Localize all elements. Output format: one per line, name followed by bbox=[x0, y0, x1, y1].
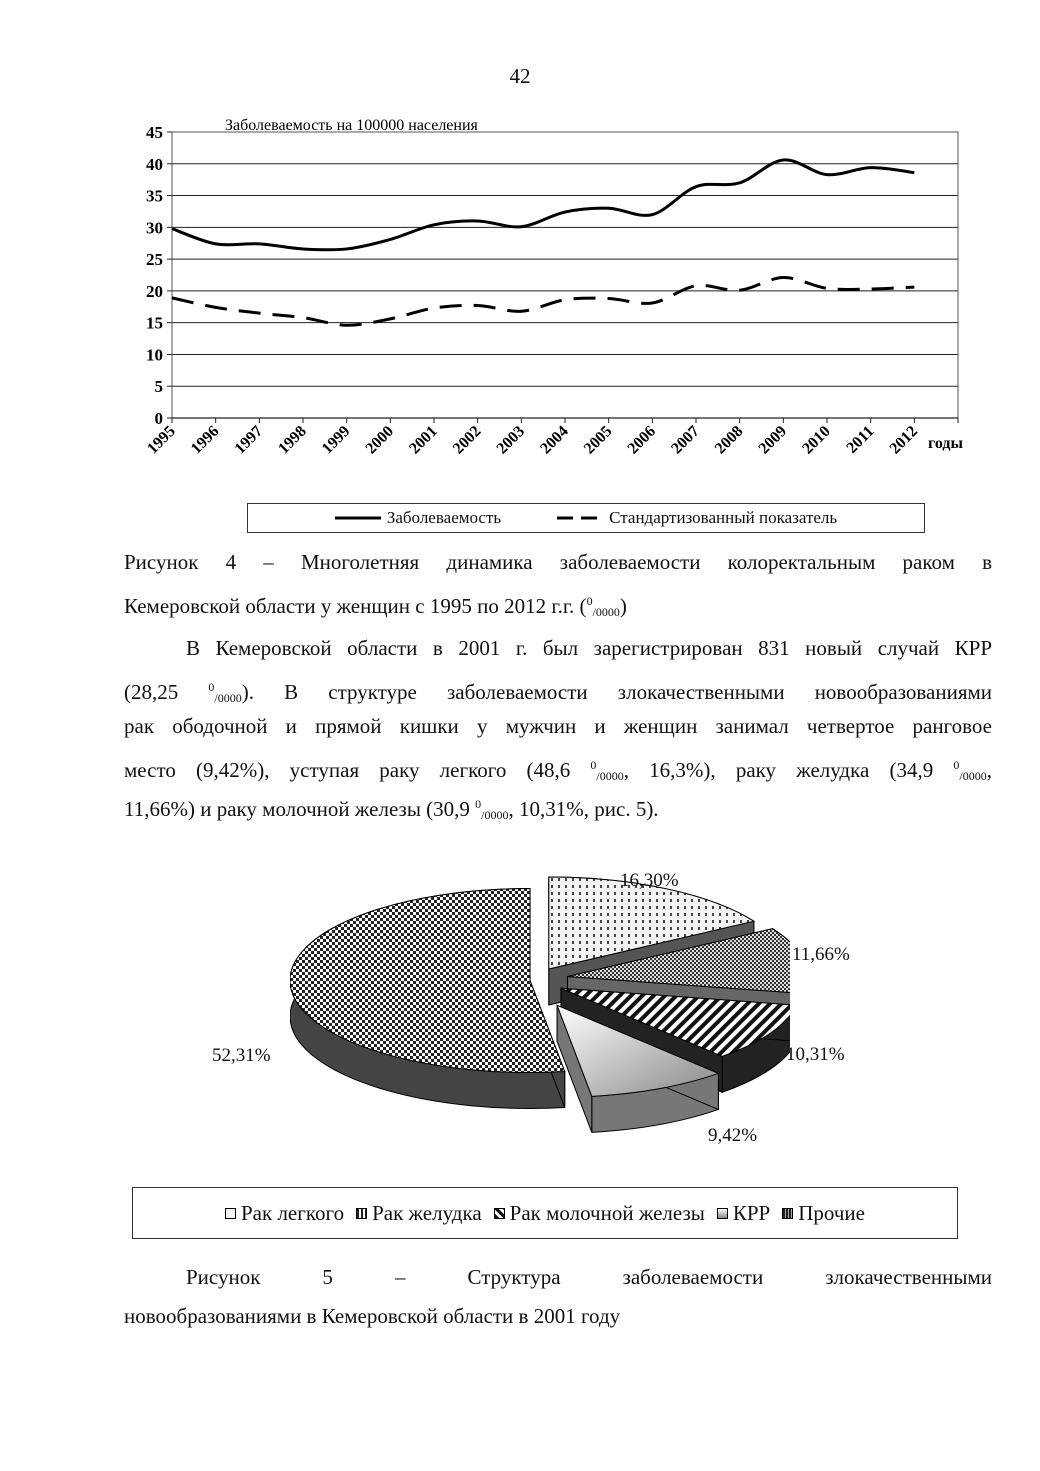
pie-label-breast: 10,31% bbox=[786, 1044, 845, 1065]
y-tick-label: 30 bbox=[146, 218, 163, 238]
breast-swatch bbox=[494, 1208, 505, 1219]
legend-item-other: Прочие bbox=[782, 1201, 865, 1226]
series-line-incidence bbox=[172, 160, 914, 250]
y-tick-label: 5 bbox=[154, 377, 163, 397]
paragraph-line-5: 11,66%) и раку молочной железы (30,9 $^0_{/0000}$, 10,31%, рис. 5). bbox=[124, 797, 659, 822]
x-tick-label: 2003 bbox=[493, 422, 529, 458]
paragraph-line-1: В Кемеровской области в 2001 г. был зарегистрирован 831 новый случай КРР bbox=[186, 636, 992, 660]
x-tick-label: 2009 bbox=[755, 422, 791, 458]
series-line-standardized bbox=[172, 278, 914, 326]
series-lines bbox=[172, 160, 914, 325]
pie-chart bbox=[290, 870, 790, 1160]
pie-label-stomach: 11,66% bbox=[792, 944, 850, 965]
y-tick-label: 10 bbox=[146, 345, 163, 365]
x-tick-label: 1995 bbox=[144, 422, 179, 458]
pie-label-other: 52,31% bbox=[212, 1045, 271, 1066]
x-tick-label: 1996 bbox=[187, 422, 223, 458]
line-chart-legend bbox=[247, 503, 925, 533]
dashed-line-swatch bbox=[557, 515, 603, 521]
x-tick-label: 2005 bbox=[580, 422, 616, 458]
x-tick-label: 1997 bbox=[231, 422, 267, 458]
x-axis-label: годы bbox=[928, 435, 963, 452]
x-tick-label: 2012 bbox=[886, 422, 922, 458]
legend-item-stomach: Рак желудка bbox=[356, 1201, 482, 1226]
pie-label-krr: 9,42% bbox=[708, 1125, 758, 1146]
y-tick-label: 15 bbox=[146, 313, 163, 333]
axes bbox=[167, 132, 958, 423]
y-tick-label: 20 bbox=[146, 281, 163, 301]
pie-chart-legend bbox=[132, 1187, 958, 1239]
y-tick-labels bbox=[146, 123, 163, 428]
x-tick-label: 2000 bbox=[362, 422, 398, 458]
x-tick-label: 2006 bbox=[624, 422, 660, 458]
line-chart bbox=[120, 108, 980, 508]
solid-line-swatch bbox=[335, 515, 381, 521]
y-tick-label: 25 bbox=[146, 250, 163, 270]
figure-4-caption-line-2: Кемеровской области у женщин с 1995 по 2012 г.г. ($^0_{/0000}$) bbox=[124, 594, 627, 619]
lung-swatch bbox=[225, 1208, 236, 1219]
x-tick-label: 1998 bbox=[275, 422, 310, 458]
figure-5-caption-line-1: Рисунок 5 – Структура заболеваемости злокачественными bbox=[186, 1265, 992, 1289]
legend-item-lung: Рак легкого bbox=[225, 1201, 344, 1226]
x-tick-label: 1999 bbox=[318, 422, 354, 458]
pie-label-lung: 16,30% bbox=[620, 870, 679, 891]
page-number: 42 bbox=[509, 64, 531, 88]
stomach-swatch bbox=[356, 1208, 367, 1219]
x-tick-label: 2004 bbox=[537, 422, 572, 458]
legend-item-krr: КРР bbox=[717, 1201, 770, 1226]
legend-item-breast: Рак молочной железы bbox=[494, 1201, 705, 1226]
paragraph-line-2: (28,25 $^0_{/0000}$). В структуре заболеваемости злокачественными новообразованиями bbox=[124, 680, 993, 705]
y-tick-label: 45 bbox=[146, 123, 163, 142]
y-tick-label: 40 bbox=[146, 154, 163, 174]
other-swatch bbox=[782, 1208, 793, 1219]
chart-title: Заболеваемость на 100000 населения bbox=[225, 117, 478, 134]
x-tick-label: 2007 bbox=[668, 422, 703, 458]
y-tick-label: 35 bbox=[146, 186, 163, 206]
paragraph-line-3: рак ободочной и прямой кишки у мужчин и женщин занимал четвертое ранговое bbox=[124, 714, 992, 738]
y-tick-label: 0 bbox=[154, 409, 163, 428]
grid bbox=[172, 164, 958, 386]
pie-slices bbox=[290, 877, 790, 1132]
x-tick-label: 2001 bbox=[406, 422, 441, 458]
x-tick-label: 2011 bbox=[843, 422, 878, 457]
x-tick-label: 2008 bbox=[711, 422, 747, 458]
x-tick-label: 2010 bbox=[799, 422, 834, 458]
paragraph-line-4: место (9,42%), уступая раку легкого (48,6 $^0_{/0000}$, 16,3%), раку желудка (34,9 $^0_{/0000}$, bbox=[124, 758, 992, 783]
krr-swatch bbox=[717, 1208, 728, 1219]
figure-5-caption-line-2: новообразованиями в Кемеровской области в 2001 году bbox=[124, 1304, 621, 1328]
x-tick-labels bbox=[144, 423, 921, 458]
x-tick-label: 2002 bbox=[449, 422, 485, 458]
legend-item-incidence bbox=[335, 508, 501, 528]
legend-item-standardized bbox=[557, 508, 837, 528]
figure-4-caption-line-1: Рисунок 4 – Многолетняя динамика заболеваемости колоректальным раком в bbox=[124, 550, 992, 574]
legend-label: Стандартизованный показатель bbox=[609, 508, 838, 527]
legend-label: Заболеваемость bbox=[386, 508, 502, 527]
